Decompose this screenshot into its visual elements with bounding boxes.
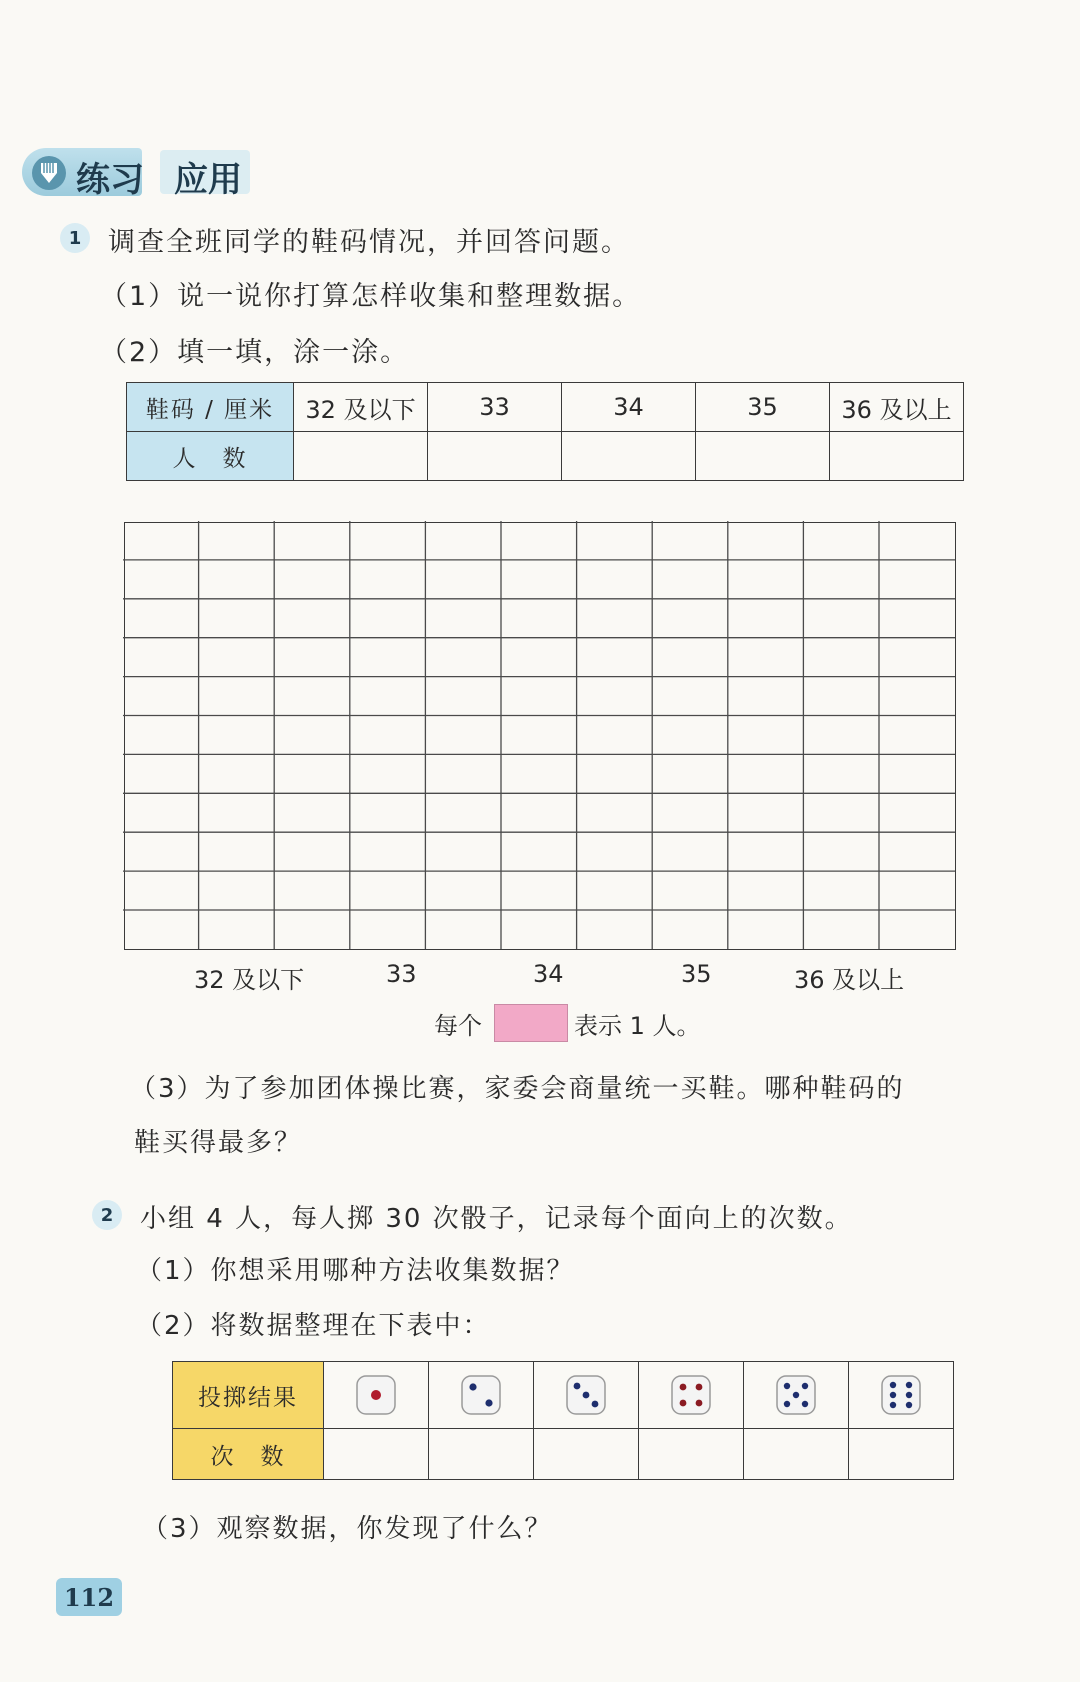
dice-face-2-icon — [459, 1373, 503, 1417]
axis-label: 35 — [681, 960, 712, 988]
page-number: 112 — [56, 1578, 122, 1616]
dice-count-header: 次 数 — [173, 1429, 324, 1480]
question-2-sub3: （3）观察数据，你发现了什么？ — [142, 1514, 553, 1544]
question-1-sub3: （3）为了参加团体操比赛，家委会商量统一买鞋。哪种鞋码的 — [130, 1074, 905, 1104]
dice-face-cell — [744, 1362, 849, 1429]
question-1-sub2: （2）填一填，涂一涂。 — [100, 337, 410, 368]
dice-face-cell — [849, 1362, 954, 1429]
shoe-size-col: 33 — [428, 383, 562, 432]
dice-face-4-icon — [669, 1373, 713, 1417]
shoe-size-col: 35 — [696, 383, 830, 432]
dice-count-cell[interactable] — [639, 1429, 744, 1480]
dice-face-6-icon — [879, 1373, 923, 1417]
shoe-size-col: 32 及以下 — [294, 383, 428, 432]
dice-face-1-icon — [354, 1373, 398, 1417]
question-1-sub3-cont: 鞋买得最多？ — [134, 1128, 303, 1158]
dice-count-cell[interactable] — [324, 1429, 429, 1480]
people-count-cell[interactable] — [696, 432, 830, 481]
dice-result-table — [172, 1361, 954, 1480]
people-count-cell[interactable] — [428, 432, 562, 481]
question-1-prompt: 调查全班同学的鞋码情况，并回答问题。 — [108, 227, 630, 258]
axis-label: 34 — [533, 960, 564, 988]
question-2-sub2: （2）将数据整理在下表中： — [136, 1311, 491, 1341]
axis-label: 32 及以下 — [194, 966, 305, 994]
dice-count-cell[interactable] — [744, 1429, 849, 1480]
dice-face-5-icon — [774, 1373, 818, 1417]
legend-swatch — [494, 1004, 568, 1042]
dice-face-cell — [639, 1362, 744, 1429]
question-1-number: 1 — [60, 223, 90, 253]
shoe-size-col: 34 — [562, 383, 696, 432]
dice-result-header: 投掷结果 — [173, 1362, 324, 1429]
legend-prefix: 每个 — [434, 1012, 482, 1040]
question-2-sub1: （1）你想采用哪种方法收集数据？ — [136, 1256, 575, 1286]
axis-label: 33 — [386, 960, 417, 988]
grid-lines — [123, 521, 955, 949]
dice-face-cell — [324, 1362, 429, 1429]
section-title-practice: 练习 — [76, 160, 144, 200]
pencil-icon — [32, 156, 66, 190]
people-count-header: 人 数 — [127, 432, 294, 481]
coloring-grid[interactable] — [124, 522, 956, 950]
dice-count-cell[interactable] — [429, 1429, 534, 1480]
people-count-cell[interactable] — [294, 432, 428, 481]
people-count-cell[interactable] — [830, 432, 964, 481]
question-2-prompt: 小组 4 人，每人掷 30 次骰子，记录每个面向上的次数。 — [140, 1204, 853, 1234]
shoe-size-header: 鞋码 / 厘米 — [127, 383, 294, 432]
axis-label: 36 及以上 — [794, 966, 905, 994]
dice-face-cell — [534, 1362, 639, 1429]
shoe-size-table — [126, 382, 964, 481]
section-title-apply: 应用 — [174, 160, 242, 200]
legend-suffix: 表示 1 人。 — [574, 1012, 701, 1040]
question-2-number: 2 — [92, 1200, 122, 1230]
question-1-sub1: （1）说一说你打算怎样收集和整理数据。 — [100, 281, 642, 312]
dice-face-cell — [429, 1362, 534, 1429]
shoe-size-col: 36 及以上 — [830, 383, 964, 432]
dice-face-3-icon — [564, 1373, 608, 1417]
dice-count-cell[interactable] — [534, 1429, 639, 1480]
dice-count-cell[interactable] — [849, 1429, 954, 1480]
people-count-cell[interactable] — [562, 432, 696, 481]
